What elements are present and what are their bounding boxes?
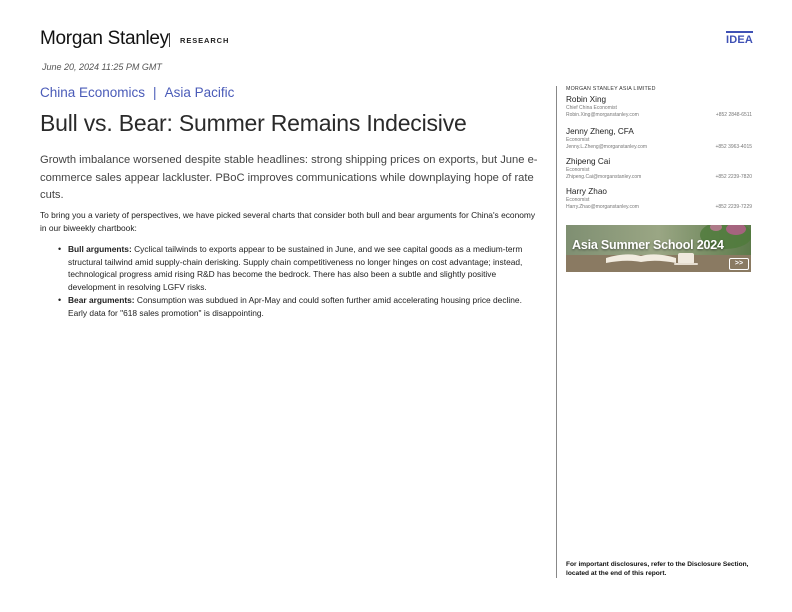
bullet-label: Bear arguments:: [68, 295, 135, 306]
author-email[interactable]: Jenny.L.Zheng@morganstanley.com: [566, 144, 648, 150]
brand-divider: [169, 33, 170, 47]
page-title: Bull vs. Bear: Summer Remains Indecisive: [40, 110, 467, 136]
author-email[interactable]: Harry.Zhao@morganstanley.com: [566, 204, 639, 210]
author-role: Chief China Economist: [566, 105, 617, 111]
author-name: Robin Xing: [566, 95, 607, 104]
idea-badge: IDEA: [726, 31, 753, 46]
author-phone: +852 2239-7229: [715, 204, 752, 210]
banner-arrow-button[interactable]: >>: [729, 258, 749, 270]
author-phone: +852 3963-4015: [715, 144, 752, 150]
author-name: Zhipeng Cai: [566, 157, 611, 166]
author-name: Jenny Zheng, CFA: [566, 127, 634, 136]
author-role: Economist: [566, 167, 590, 173]
bullet-text: Consumption was subdued in Apr-May and could soften further amid accelerating housing price decline. Early data for "618 sales promotion" is disappointing.: [68, 295, 522, 318]
author-email[interactable]: Zhipeng.Cai@morganstanley.com: [566, 174, 642, 180]
author-block: [566, 187, 752, 211]
category-separator: |: [153, 85, 157, 100]
author-name: Harry Zhao: [566, 187, 607, 196]
summary-text: Growth imbalance worsened despite stable headlines: strong shipping prices on exports, but June e-commerce sales appear lackluster. PBoC improves communications while downplaying hope of rate cuts.: [40, 154, 538, 201]
author-contact: [566, 204, 752, 211]
publish-date: June 20, 2024 11:25 PM GMT: [42, 62, 162, 72]
brand-logo: Morgan Stanley: [40, 28, 169, 49]
author-contact: [566, 174, 752, 181]
author-email[interactable]: Robin.Xing@morganstanley.com: [566, 112, 639, 118]
disclosure-note: For important disclosures, refer to the Disclosure Section, located at the end of this report.: [566, 561, 749, 577]
category-primary[interactable]: China Economics: [40, 85, 146, 100]
author-contact: [566, 112, 752, 119]
author-block: [566, 95, 752, 119]
list-item: [58, 294, 538, 319]
author-role: Economist: [566, 197, 590, 203]
bullet-icon: •: [58, 295, 62, 306]
banner-title: Asia Summer School 2024: [572, 238, 724, 252]
summer-school-banner[interactable]: [566, 225, 751, 272]
intro-text: To bring you a variety of perspectives, we have picked several charts that consider both bull and bear arguments for China's economy in our biweekly chartbook:: [40, 210, 536, 233]
entity-label: MORGAN STANLEY ASIA LIMITED: [566, 86, 656, 92]
author-role: Economist: [566, 137, 590, 143]
list-item: [58, 243, 538, 293]
bullet-icon: •: [58, 244, 62, 254]
author-block: [566, 127, 752, 151]
sidebar-divider: [556, 86, 557, 578]
author-phone: +852 2239-7820: [715, 174, 752, 180]
category-secondary[interactable]: Asia Pacific: [164, 85, 235, 100]
section-label: RESEARCH: [180, 36, 230, 45]
author-phone: +852 2848-6511: [715, 112, 752, 118]
argument-list: [58, 243, 538, 321]
author-contact: [566, 144, 752, 151]
category-line: [40, 85, 234, 100]
bullet-text: Cyclical tailwinds to exports appear to be sustained in June, and we see capital goods as a medium-term structural tailwind amid supply-chain derisking. Supply chain competitiveness no longer hinges on cost advantage; instead, technological progress amid rising R&D has become the bedrock. There has also been a subtle and slightly positive development in resolving LGFV risks.: [68, 244, 523, 292]
author-block: [566, 157, 752, 181]
bullet-label: Bull arguments:: [68, 244, 132, 254]
